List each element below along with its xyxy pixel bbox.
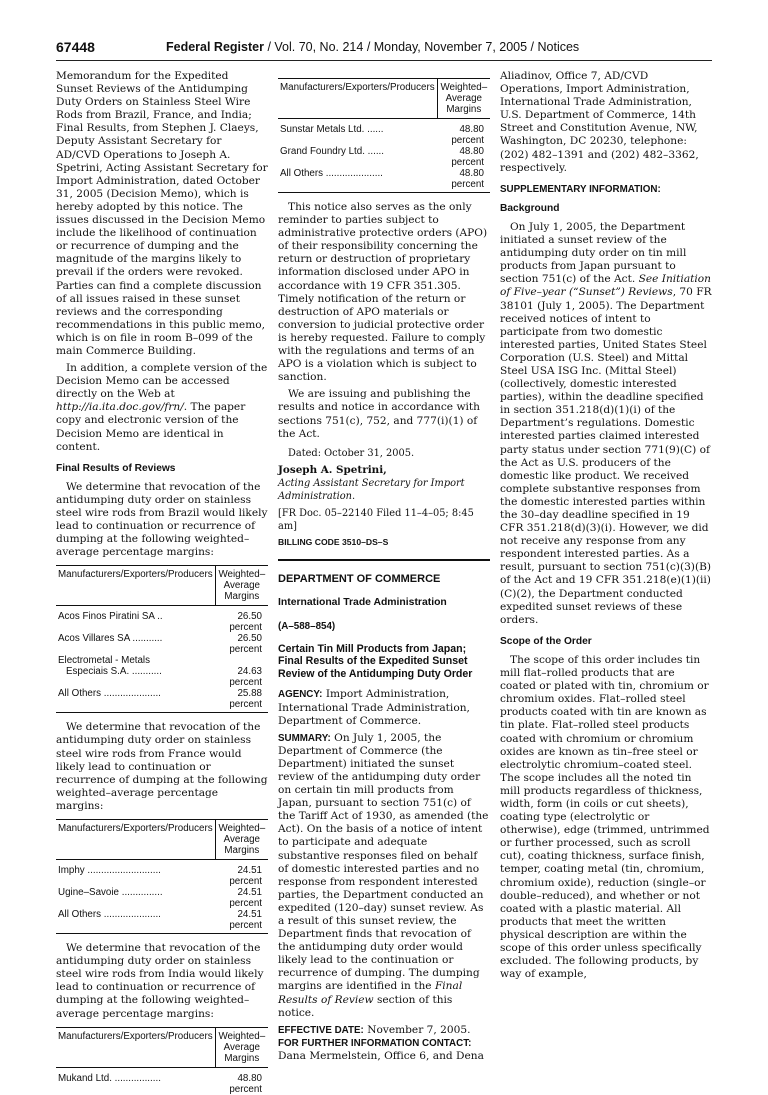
table-row: Ugine–Savoie ............... 24.51 percent [58, 887, 262, 910]
publication-paragraph: We are issuing and publishing the results and notice in accordance with sections 751(c), 752, and 777(i)(1) of the Act. [278, 388, 480, 440]
summary-paragraph: SUMMARY: On July 1, 2005, the Department of Commerce (the Department) initiated the sunset review of the antidumping duty order on certain tin mill products from Japan, pursuant to section 751(c) of the Tariff Act of 1930, as amended (the Act). On the basis of a notice of intent to participate and adequate substantive responses filed on behalf of domestic interested parties and no response from respondent interested parties, the Department conducted an expedited (120–day) sunset review. As a result of this sunset review, the Department finds that revocation of the antidumping duty order would likely lead to the continuation or recurrence of dumping. The dumping margins are identified in the Final Results of Review section of this notice. [278, 731, 489, 1019]
scope-paragraph: The scope of this order includes tin mill flat–rolled products that are coated or plated with tin, chromium or chromium oxides. Flat–rolled steel products coated with tin are known as tin plate. Flat–rolled steel products coated with chromium or chromium oxides are known as tin–free steel or electrolytic chromium–coated steel. The scope includes all the noted tin mill products regardless of thickness, width, form (in coils or cut sheets), coating type (electrolytic or otherwise), edge (trimmed, untrimmed or further processed, such as scroll cut), coating thickness, surface finish, temper, coating metal (tin, chromium, chromium oxide), reduction (single–or double–reduced), and whether or not coated with a plastic material. All products that meet the written physical description are within the scope of this order unless specifically excluded. The following products, by way of example, [500, 653, 710, 981]
table-row: Sunstar Metals Ltd. ...... 48.80 percent [280, 124, 484, 146]
table-header-producers: Manufacturers/Exporters/Producers [56, 820, 215, 860]
page-header [56, 40, 712, 58]
memo-paragraph: Memorandum for the Expedited Sunset Reviews of the Antidumping Duty Orders on Stainless Steel Wire Rods from Brazil, France, and India; Final Results, from Stephen J. Claeys, Deputy Assistant Secretary for AD/CVD Operations to Joseph A. Spetrini, Acting Assistant Secretary for Import Administration, dated October 31, 2005 (Decision Memo), which is hereby adopted by this notice. The issues discussed in the Decision Memo include the likelihood of continuation or recurrence of dumping and the magnitude of the margins likely to prevail if the orders were revoked. Parties can find a complete discussion of all issues raised in these sunset reviews and the corresponding recommendations in this public memo, which is on file in room B–099 of the main Commerce Building. [56, 70, 268, 357]
background-paragraph: On July 1, 2005, the Department initiated a sunset review of the antidumping duty order on tin mill products from Japan pursuant to section 751(c) of the Act. See Initiation of Five–year (“Sunset”) Reviews, 70 FR 38101 (July 1, 2005). The Department received notices of intent to participate from two domestic interested parties, United States Steel Corporation (U.S. Steel) and Mittal Steel USA ISG Inc. (Mittal Steel) (collectively, domestic interested parties), within the deadline specified in section 351.218(d)(1)(i) of the Department’s regulations. Domestic interested parties claimed interested party status under section 771(9)(C) of the Act as U.S. producers of the domestic like product. We received complete substantive responses from the domestic interested parties within the 30–day deadline specified in 19 CFR 351.218(d)(3)(i). However, we did not receive any response from any respondent interested parties. As a result, pursuant to section 751(c)(3)(B) of the Act and 19 CFR 351.218(e)(1)(ii)(C)(2), the Department conducted expedited sunset reviews of these orders. [500, 220, 712, 626]
table-row: All Others ..................... 25.88 percent [56, 688, 268, 713]
agency-heading: International Trade Administration [278, 597, 447, 609]
table-header-margins: Weighted–Average Margins [215, 566, 268, 606]
table-row: Especiais S.A. ........... 24.63 percent [66, 666, 262, 689]
france-margins-table [56, 819, 268, 934]
section-divider [278, 559, 490, 561]
decision-memo-paragraph: In addition, a complete version of the Decision Memo can be accessed directly on the Web at http://ia.ita.doc.gov/frn/. The paper copy and electronic version of the Decision Memo are identical in content. [56, 362, 268, 453]
signer-title: Acting Assistant Secretary for Import Administration. [278, 477, 465, 502]
apo-paragraph: This notice also serves as the only reminder to parties subject to administrative protective orders (APO) of their responsibility concerning the return or destruction of proprietary information disclosed under APO in accordance with 19 CFR 351.305. Timely notification of the return or destruction of APO materials or conversion to judicial protective order is hereby requested. Failure to comply with the regulations and terms of an APO is a violation which is subject to sanction. [278, 201, 488, 384]
india-margins-table-part2 [278, 78, 490, 193]
background-heading: Background [500, 202, 560, 214]
table-header-producers: Manufacturers/Exporters/Producers [56, 566, 215, 606]
table-header-margins: Weighted–Average Margins [437, 79, 490, 119]
scope-heading: Scope of the Order [500, 635, 592, 647]
table-row: Electrometal - Metals [58, 655, 151, 667]
brazil-margins-table [56, 565, 268, 713]
docket-number: (A–588–854) [278, 620, 336, 632]
table-row: Acos Villares SA ........... 26.50 percent [58, 633, 262, 656]
department-heading: DEPARTMENT OF COMMERCE [278, 573, 441, 586]
table-header-producers: Manufacturers/Exporters/Producers [56, 1027, 215, 1067]
header-rule [56, 60, 712, 61]
table-header-margins: Weighted–Average Margins [215, 1027, 268, 1067]
india-paragraph: We determine that revocation of the antidumping duty order on stainless steel wire rods from India would likely lead to continuation or recurrence of dumping at the following weighted–average percentage margins: [56, 942, 264, 1020]
web-link[interactable]: http://ia.ita.doc.gov/frn/ [56, 401, 184, 414]
final-results-heading: Final Results of Reviews [56, 462, 176, 474]
table-header-producers: Manufacturers/Exporters/Producers [278, 79, 437, 119]
billing-code: BILLING CODE 3510–DS–S [278, 537, 389, 548]
contact-continued: Aliadinov, Office 7, AD/CVD Operations, Import Administration, International Trade Administration, U.S. Department of Commerce, 14th Street and Constitution Avenue, NW, Washington, DC 20230, telephone: (202) 482–1391 and (202) 482–3362, respectively. [500, 70, 699, 174]
column-2 [278, 70, 490, 1063]
agency-paragraph: AGENCY: Import Administration, International Trade Administration, Department of Commerce. [278, 688, 470, 727]
journal-name: Federal Register [166, 40, 264, 54]
page-number: 67448 [56, 39, 95, 55]
table-row: All Others ..................... 48.80 percent [278, 168, 490, 193]
table-row: All Others ..................... 24.51 percent [56, 909, 268, 934]
table-row: Imphy ........................... 24.51 percent [58, 865, 262, 888]
column-1 [56, 70, 268, 1095]
running-head [166, 40, 579, 54]
brazil-paragraph: We determine that revocation of the antidumping duty order on stainless steel wire rods from Brazil would likely lead to continuation or recurrence of dumping at the following weighted–average percentage margins: [56, 480, 268, 559]
issue-info: / Vol. 70, No. 214 / Monday, November 7, 2005 / Notices [263, 40, 580, 54]
effective-date: EFFECTIVE DATE: November 7, 2005. [278, 1023, 471, 1036]
table-row: Acos Finos Piratini SA .. 26.50 percent [58, 611, 262, 634]
dated-line: Dated: October 31, 2005. [288, 447, 415, 459]
notice-title: Certain Tin Mill Products from Japan; Final Results of the Expedited Sunset Review of the Antidumping Duty Order [278, 642, 473, 680]
fr-doc-line: [FR Doc. 05–22140 Filed 11–4–05; 8:45 am] [278, 508, 474, 533]
table-row: Grand Foundry Ltd. ...... 48.80 percent [280, 146, 484, 168]
france-paragraph: We determine that revocation of the antidumping duty order on stainless steel wire rods from France would likely lead to continuation or recurrence of dumping at the following weighted–average percentage margins: [56, 721, 268, 812]
table-header-margins: Weighted–Average Margins [215, 820, 268, 860]
column-3 [500, 70, 712, 985]
india-margins-table-part1 [56, 1027, 268, 1095]
table-row: Mukand Ltd. ................. 48.80 percent [58, 1072, 262, 1095]
contact-text: Dana Mermelstein, Office 6, and Dena [278, 1049, 484, 1062]
supplementary-heading: SUPPLEMENTARY INFORMATION: [500, 183, 661, 195]
signer-name: Joseph A. Spetrini, [278, 463, 387, 476]
contact-label: FOR FURTHER INFORMATION CONTACT: [278, 1037, 472, 1049]
